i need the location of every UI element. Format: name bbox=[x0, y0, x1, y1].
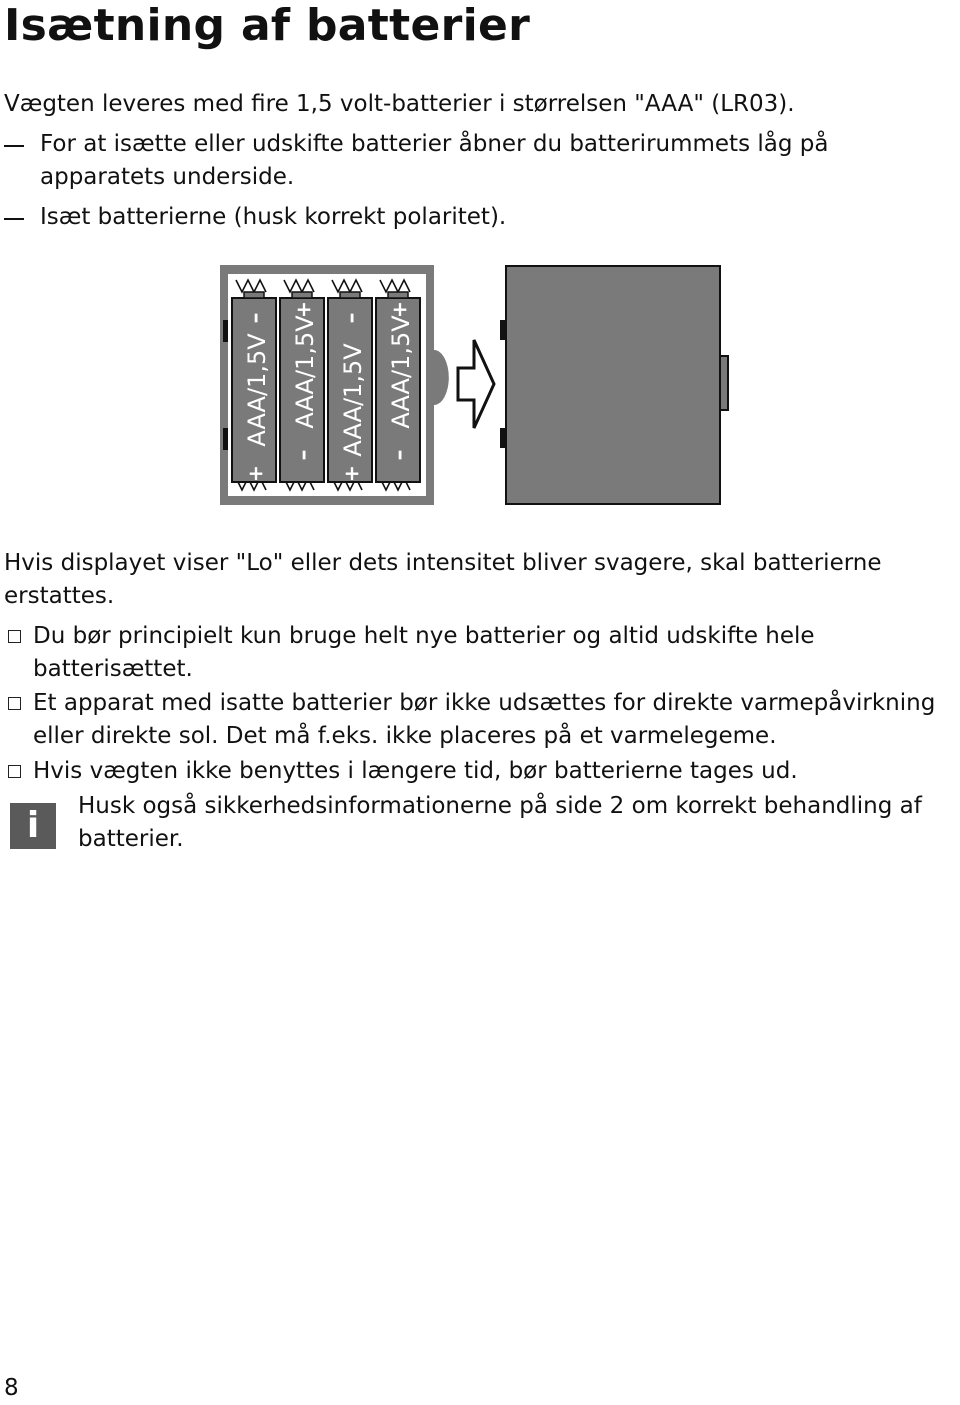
page-title: Isætning af batterier bbox=[4, 0, 531, 51]
lid-tab bbox=[500, 428, 506, 448]
info-icon bbox=[10, 803, 56, 849]
note-item bbox=[0, 755, 960, 789]
info-text: Husk også sikkerhedsinformationerne på side 2 om korrekt behandling af batterier. bbox=[78, 793, 922, 852]
lid-tab bbox=[500, 320, 506, 340]
note-item bbox=[0, 687, 960, 753]
page-number: 8 bbox=[4, 1375, 19, 1401]
checkbox-bullet-icon bbox=[8, 697, 21, 710]
tray-tick bbox=[223, 428, 228, 450]
minus-sign: – bbox=[387, 449, 412, 461]
battery-label: AAA/1,5V bbox=[291, 315, 319, 429]
battery bbox=[328, 292, 372, 485]
intro-text: Vægten leveres med fire 1,5 volt-batterier i størrelsen "AAA" (LR03). bbox=[4, 91, 795, 117]
step-text: For at isætte eller udskifte batterier åbner du batterirummets låg på apparatets underside. bbox=[40, 131, 829, 190]
plus-sign: + bbox=[295, 297, 313, 321]
battery-label: AAA/1,5V bbox=[243, 333, 271, 447]
note-text: Hvis vægten ikke benyttes i længere tid, bør batterierne tages ud. bbox=[33, 758, 798, 784]
tray-latch bbox=[434, 350, 449, 405]
battery-compartment-figure bbox=[0, 0, 960, 520]
note-item bbox=[0, 620, 960, 686]
battery-label: AAA/1,5V bbox=[387, 315, 415, 429]
battery-lid bbox=[506, 266, 720, 504]
minus-sign: – bbox=[291, 449, 316, 461]
lid-latch bbox=[720, 356, 728, 410]
note-text: Et apparat med isatte batterier bør ikke udsættes for direkte varmepåvirkning eller direkte sol. Det må f.eks. ikke placeres på et varmelegeme. bbox=[33, 690, 936, 749]
checkbox-bullet-icon bbox=[8, 630, 21, 643]
plus-sign: + bbox=[391, 297, 409, 321]
info-icon-glyph: i bbox=[26, 805, 40, 846]
note-text: Du bør principielt kun bruge helt nye batterier og altid udskifte hele batterisættet. bbox=[33, 623, 815, 682]
checkbox-bullet-icon bbox=[8, 765, 21, 778]
step-text: Isæt batterierne (husk korrekt polaritet). bbox=[40, 204, 507, 230]
minus-sign: – bbox=[339, 312, 364, 324]
lo-paragraph: Hvis displayet viser "Lo" eller dets intensitet bliver svagere, skal batterierne erstattes. bbox=[4, 550, 882, 609]
battery bbox=[232, 292, 276, 485]
battery bbox=[280, 292, 324, 482]
plus-sign: + bbox=[247, 461, 265, 485]
battery bbox=[376, 292, 420, 482]
battery-label: AAA/1,5V bbox=[339, 343, 367, 457]
minus-sign: – bbox=[243, 312, 268, 324]
tray-tick bbox=[223, 320, 228, 342]
plus-sign: + bbox=[343, 461, 361, 485]
arrow-right-icon bbox=[458, 340, 494, 428]
